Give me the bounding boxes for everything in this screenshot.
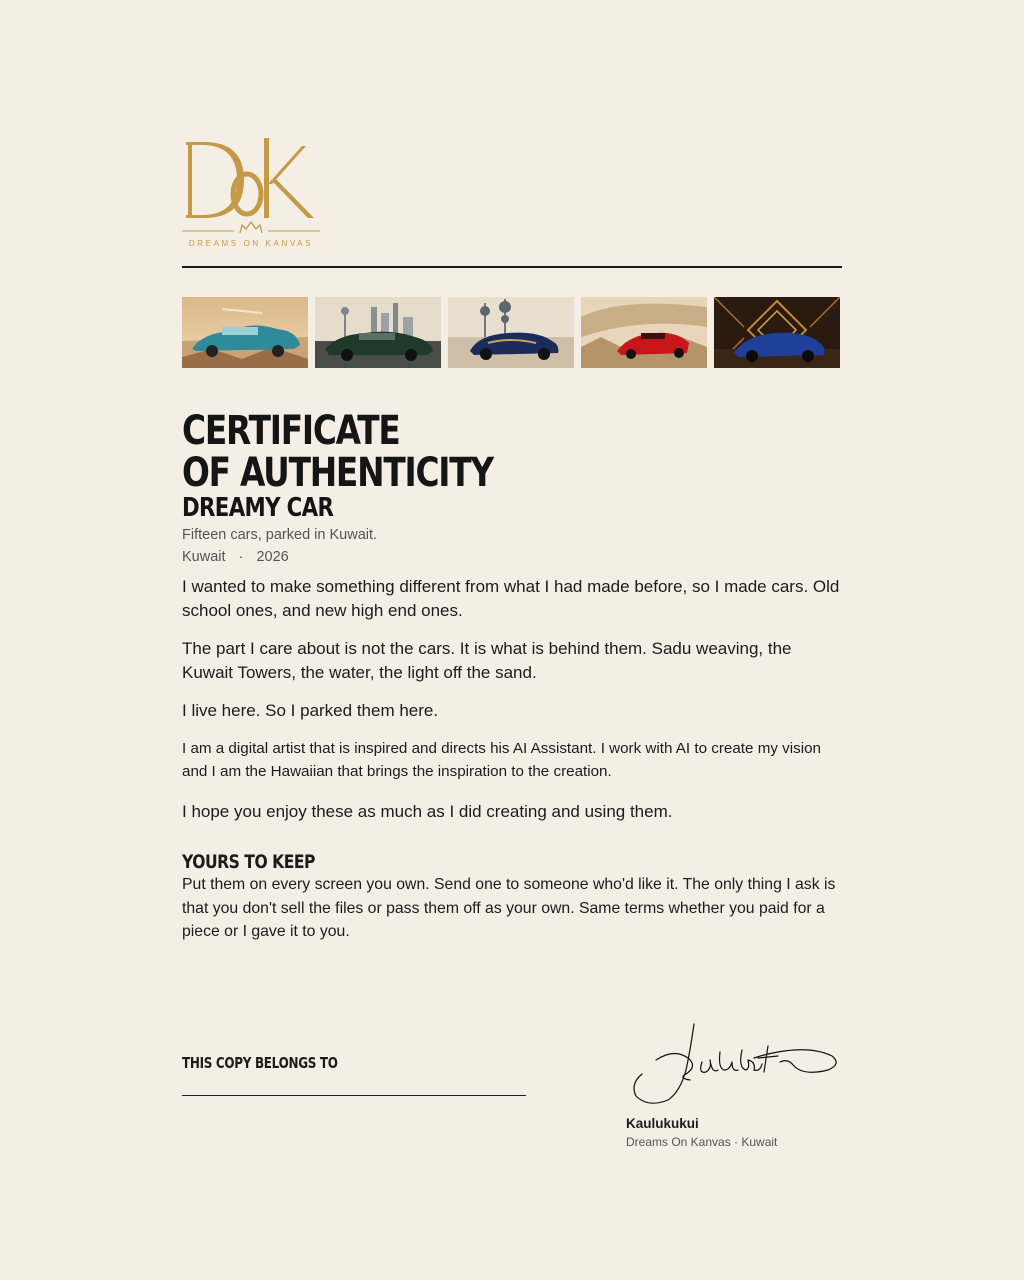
dok-monogram-icon: [182, 136, 322, 236]
brand-wordmark: DREAMS ON KANVAS: [188, 239, 314, 248]
artwork-thumbnail-strip: [182, 297, 842, 368]
separator: ·: [238, 549, 244, 565]
blue-supra-art-deco-image: [714, 297, 840, 368]
header-divider: [182, 266, 842, 268]
handwritten-signature-icon: [628, 1022, 842, 1108]
location: Kuwait: [182, 549, 226, 565]
green-camaro-city-skyline-image: [315, 297, 441, 368]
title-line-2: OF AUTHENTICITY: [182, 450, 493, 496]
collection-name: DREAMY CAR: [182, 493, 334, 523]
ownership-signature-line: [182, 1095, 526, 1096]
statement-paragraph-5: I hope you enjoy these as much as I did creating and using them.: [182, 802, 673, 821]
statement-paragraph-1: I wanted to make something different from what I had made before, so I made cars. Old school ones, and new high end ones.: [182, 577, 840, 620]
statement-paragraph-2: The part I care about is not the cars. It is what is behind them. Sadu weaving, the Kuwait Towers, the water, the light off the sand.: [182, 639, 792, 682]
blue-bugatti-kuwait-towers-image: [448, 297, 574, 368]
certificate-page: [182, 0, 842, 1280]
terms-text: Put them on every screen you own. Send one to someone who'd like it. The only thing I ask is that you don't sell the files or pass them off as your own. Same terms whether you paid for a piece or I gave it to you.: [182, 876, 836, 940]
signer-name: Kaulukukui: [626, 1116, 699, 1131]
statement-paragraph-4: I am a digital artist that is inspired and directs his AI Assistant. I work with AI to create my vision and I am the Hawaiian that brings the inspiration to the creation.: [182, 740, 821, 780]
ownership-label: THIS COPY BELONGS TO: [182, 1054, 338, 1072]
brand-logo: [182, 136, 322, 252]
title-line-1: CERTIFICATE: [182, 408, 400, 454]
collection-tagline: Fifteen cars, parked in Kuwait.: [182, 527, 378, 543]
terms-heading: YOURS TO KEEP: [182, 851, 315, 873]
location-year: [182, 549, 289, 565]
signer-affiliation: Dreams On Kanvas · Kuwait: [626, 1135, 778, 1149]
statement-paragraph-3: I live here. So I parked them here.: [182, 701, 439, 720]
red-ferrari-sadu-pattern-image: [581, 297, 707, 368]
teal-classic-cadillac-on-beach-image: [182, 297, 308, 368]
year: 2026: [256, 549, 289, 565]
certificate-title: [182, 410, 493, 494]
